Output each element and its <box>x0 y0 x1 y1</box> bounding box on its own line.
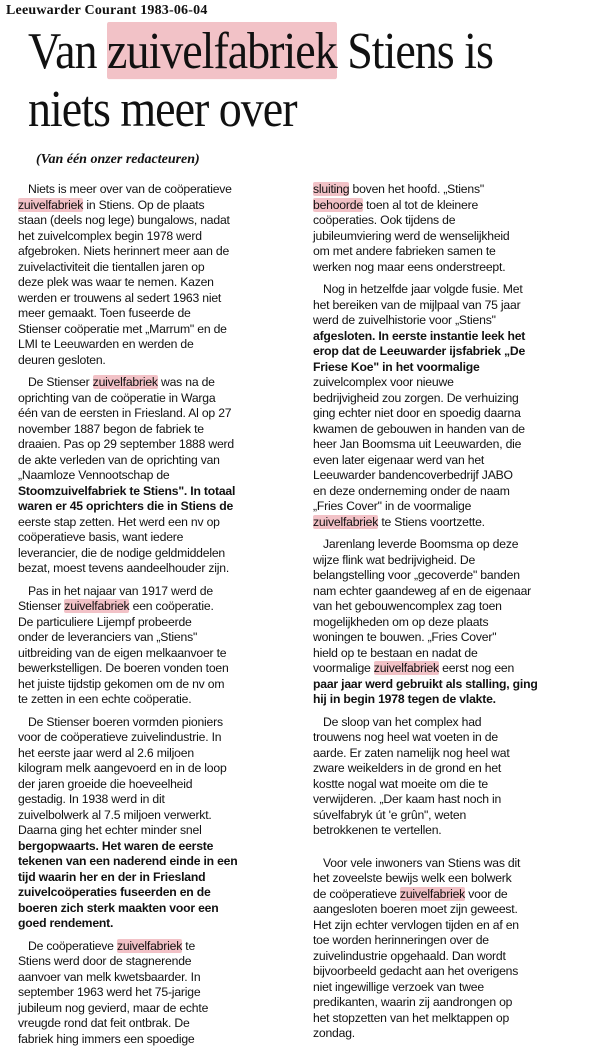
text-line: belangstelling voor „gecoverde" banden <box>313 568 520 582</box>
text-line: bedrijvigheid zou zorgen. De verhuizing <box>313 390 519 405</box>
highlighted-term: zuivelfabriek <box>92 375 158 389</box>
text-line: kilogram melk aangevoerd en in de loop <box>18 761 227 775</box>
text-run: toen al tot de kleinere <box>362 197 479 212</box>
text-line: kwamen de gebouwen in handen van de <box>313 421 525 436</box>
headline-after: Stiens is <box>336 22 493 80</box>
text-line <box>313 515 593 531</box>
text-line: Voor vele inwoners van Stiens was dit <box>323 855 521 870</box>
headline-highlight: zuivelfabriek <box>107 22 337 80</box>
headline-before: Van <box>28 22 108 80</box>
text-line: jubileum nog gevierd, maar de echte <box>18 1000 209 1015</box>
text-line: onder de leveranciers van „Stiens" <box>18 630 198 644</box>
text-line: Pas in het najaar van 1917 werd de <box>28 583 213 598</box>
text-line <box>313 198 593 214</box>
text-line: hield op te bestaan en nadat de <box>313 645 478 660</box>
paragraph <box>313 182 593 275</box>
text-line: betrokkenen te vertellen. <box>313 823 442 837</box>
text-line: staan (deels nog lege) bungalows, nadat <box>18 213 230 227</box>
text-line <box>18 198 298 214</box>
text-run: te Stiens voortzette. <box>378 514 485 529</box>
text-line: werken nog maar eens onderstreept. <box>313 259 506 274</box>
text-line: werd de zuivelhistorie voor „Stiens" <box>313 313 496 327</box>
text-line: predikanten, waarin zij aandrongen op <box>313 995 513 1009</box>
text-line: zuivelcomplex voor nieuwe <box>313 375 454 389</box>
text-line: De Stienser boeren vormden pioniers <box>28 714 223 729</box>
text-line: Niets is meer over van de coöperatieve <box>28 182 232 196</box>
text-line: werden er trouwens al sedert 1963 niet <box>18 290 222 305</box>
text-line: zuivelcoöperaties fuseerden en de <box>18 885 211 899</box>
text-line: het stopzetten van het melktappen op <box>313 1010 510 1025</box>
text-line: te zetten in een echte coöperatie. <box>18 692 192 706</box>
text-line: mogelijkheden om op deze plaats <box>313 614 489 629</box>
text-line: ging echter niet door en spoedig daarna <box>313 406 521 420</box>
text-line: voor de coöperatieve zuivelindustrie. In <box>18 730 222 744</box>
highlighted-term: zuivelfabriek <box>116 938 183 953</box>
text-line <box>18 939 298 955</box>
text-line: het zuivelcomplex begin 1978 werd <box>18 228 202 243</box>
text-line: Stiens werd door de stagnerende <box>18 954 192 968</box>
article-column-left <box>18 182 298 1054</box>
text-line <box>313 661 593 677</box>
text-line: bezat, moest tevens aandeelhouder zijn. <box>18 561 230 575</box>
text-run: in Stiens. Op de plaats <box>83 197 205 212</box>
source-line: Leeuwarder Courant 1983-06-04 <box>6 3 208 18</box>
highlighted-term: zuivelfabriek <box>399 886 466 901</box>
text-line: aanvoer van melk kwetsbaarder. In <box>18 969 201 984</box>
text-line: november 1887 begon de fabriek te <box>18 421 204 436</box>
text-run: De coöperatieve <box>28 938 117 953</box>
text-line: verwijderen. „Der kaam hast noch in <box>313 792 502 806</box>
paragraph <box>18 939 298 1048</box>
byline: (Van één onzer redacteuren) <box>36 152 200 167</box>
text-line: Nog in hetzelfde jaar volgde fusie. Met <box>323 282 523 296</box>
headline-line-2: niets meer over <box>28 80 297 138</box>
text-run: eerst nog een <box>438 661 515 675</box>
text-line: toe worden herinneringen over de <box>313 933 489 947</box>
text-line: zuivelindustrie opgehaald. Dan wordt <box>313 948 506 963</box>
text-line: van het gebouwencomplex zag toen <box>313 599 502 613</box>
text-line: eerste stap zetten. Het werd een nv op <box>18 514 220 529</box>
text-line: niet ingewillige verzoek van twee <box>313 979 484 994</box>
text-line: uitbreiding van de eigen melkaanvoer te <box>18 645 227 660</box>
text-line: goed rendement. <box>18 916 114 930</box>
text-line: de akte verleden van de oprichting van <box>18 452 220 467</box>
paragraph <box>18 182 298 368</box>
text-line: trouwens nog heel wat voeten in de <box>313 730 498 744</box>
text-line: súvelfabryk út 'e grûn", weten <box>313 807 467 822</box>
paragraph <box>18 715 298 932</box>
text-line: september 1963 werd het 75-jarige <box>18 985 201 999</box>
text-line: fabriek hing immers een spoedige <box>18 1031 195 1046</box>
paragraph <box>313 537 593 708</box>
text-run: Stienser <box>18 599 65 613</box>
text-line: Leeuwarder bandencoverbedrijf JABO <box>313 468 513 482</box>
text-line: meer gemaakt. Toen fuseerde de <box>18 306 191 320</box>
text-line: der jaren groeide die hoeveelheid <box>18 776 193 791</box>
text-line: jubileumviering werd de wenselijkheid <box>313 228 510 243</box>
text-line: „Fries Cover" in de voormalige <box>313 499 472 513</box>
text-line: coöperaties. Ook tijdens de <box>313 213 456 227</box>
text-line: het eerste jaar werd al 2.6 miljoen <box>18 745 194 760</box>
text-run: een coöperatie. <box>129 599 214 613</box>
text-line <box>313 182 593 198</box>
text-line: gestadig. In 1938 werd in dit <box>18 792 165 806</box>
text-run: boven het hoofd. „Stiens" <box>349 182 484 196</box>
highlighted-term: zuivelfabriek <box>373 661 439 675</box>
text-line: het juiste tijdstip gekomen om de nv om <box>18 676 225 691</box>
paragraph <box>313 715 593 839</box>
text-line: woningen te bouwen. „Fries Cover" <box>313 630 497 644</box>
text-line: nam echter gaandeweg af en de eigenaar <box>313 583 532 598</box>
text-line: zuivelbolwerk al 7.5 miljoen verwerkt. <box>18 807 212 822</box>
text-line: leverancier, die de nodige geldmiddelen <box>18 545 225 560</box>
text-line: het bereiken van de mijlpaal van 75 jaar <box>313 297 521 312</box>
text-run: was na de <box>157 375 215 389</box>
text-line: bergopwaarts. Het waren de eerste <box>18 838 214 853</box>
paragraph <box>313 846 593 1042</box>
text-line <box>313 887 593 903</box>
text-line: LMI te Leeuwarden en werden de <box>18 337 194 351</box>
text-line: oprichting van de coöperatie in Warga <box>18 390 216 405</box>
text-line: even later eigenaar werd van het <box>313 452 485 467</box>
text-line: De sloop van het complex had <box>323 714 482 729</box>
headline-line-1 <box>28 22 603 80</box>
paragraph <box>18 584 298 708</box>
text-line: tekenen van een naderend einde in een <box>18 854 238 868</box>
paragraph <box>313 282 593 530</box>
text-line: Friese Koe" in het voormalige <box>313 359 480 374</box>
text-line: paar jaar werd gebruikt als stalling, ging <box>313 676 538 691</box>
text-line <box>18 599 298 615</box>
text-line: Daarna ging het echter minder snel <box>18 823 202 837</box>
highlighted-term: sluiting <box>313 182 350 196</box>
text-line: afgesloten. In eerste instantie leek het <box>313 328 526 343</box>
text-line: hij in begin 1978 tegen de vlakte. <box>313 692 496 706</box>
text-line: Jarenlang leverde Boomsma op deze <box>323 537 519 551</box>
text-line <box>18 375 298 391</box>
text-line: coöperatieve basis, want iedere <box>18 530 184 544</box>
article-column-right <box>313 182 593 1049</box>
text-line: aangesloten boeren moet zijn geweest. <box>313 902 518 916</box>
highlighted-term: zuivelfabriek <box>18 197 84 212</box>
text-line: waren er 45 oprichters die in Stiens de <box>18 499 234 513</box>
text-run: voormalige <box>313 661 374 675</box>
text-run: voor de <box>465 886 508 901</box>
text-line: boeren zich sterk maakten voor een <box>18 900 219 915</box>
text-line: om met andere fabrieken samen te <box>313 244 496 258</box>
text-line: één van de eersten in Friesland. Al op 27 <box>18 406 232 420</box>
text-line: kostte nogal wat moeite om die te <box>313 776 488 791</box>
text-line: aarde. Er zaten namelijk nog heel wat <box>313 745 510 760</box>
text-line: Stienser coöperatie met „Marrum" en de <box>18 321 227 336</box>
text-line: zware weikelders in de grond en het <box>313 761 502 775</box>
paragraph <box>18 375 298 577</box>
text-line: tijd waarin her en der in Friesland <box>18 869 206 884</box>
text-line: zuivelactiviteit die tientallen jaren op <box>18 259 205 274</box>
text-line: „Naamloze Vennootschap de <box>18 468 170 482</box>
text-line: vreugde rond dat feit ontbrak. De <box>18 1016 190 1030</box>
text-line: De particuliere Lijempf probeerde <box>18 614 192 629</box>
text-line: deze plek was waar te nemen. Kazen <box>18 275 214 289</box>
text-line: bewerkstelligen. De boeren vonden toen <box>18 661 229 675</box>
text-line: en deze onderneming onder de naam <box>313 483 510 498</box>
text-run: te <box>182 938 196 953</box>
text-line: Stoomzuivelfabriek te Stiens". In totaal <box>18 483 236 498</box>
text-line: heer Jan Boomsma uit Leeuwarden, die <box>313 437 522 451</box>
text-line: erop dat de Leeuwarder ijsfabriek „De <box>313 344 526 358</box>
text-line: bijvoorbeeld gedacht aan het overigens <box>313 964 519 978</box>
text-run: de coöperatieve <box>313 886 400 901</box>
text-line: zondag. <box>313 1026 355 1040</box>
text-line: Het zijn echter vervlogen tijden en af en <box>313 917 519 932</box>
text-line: draaien. Pas op 29 september 1888 werd <box>18 437 234 451</box>
text-line: wijze flink wat bedrijvigheid. De <box>313 552 476 567</box>
text-line: het zoveelste bewijs welk een bolwerk <box>313 871 512 885</box>
highlighted-term: zuivelfabriek <box>64 599 130 613</box>
text-run: De Stienser <box>28 375 93 389</box>
highlighted-term: zuivelfabriek <box>313 514 379 529</box>
highlighted-term: behoorde <box>313 197 363 212</box>
text-line: afgebroken. Niets herinnert meer aan de <box>18 244 230 258</box>
headline <box>28 22 603 138</box>
text-line: deuren gesloten. <box>18 352 106 367</box>
